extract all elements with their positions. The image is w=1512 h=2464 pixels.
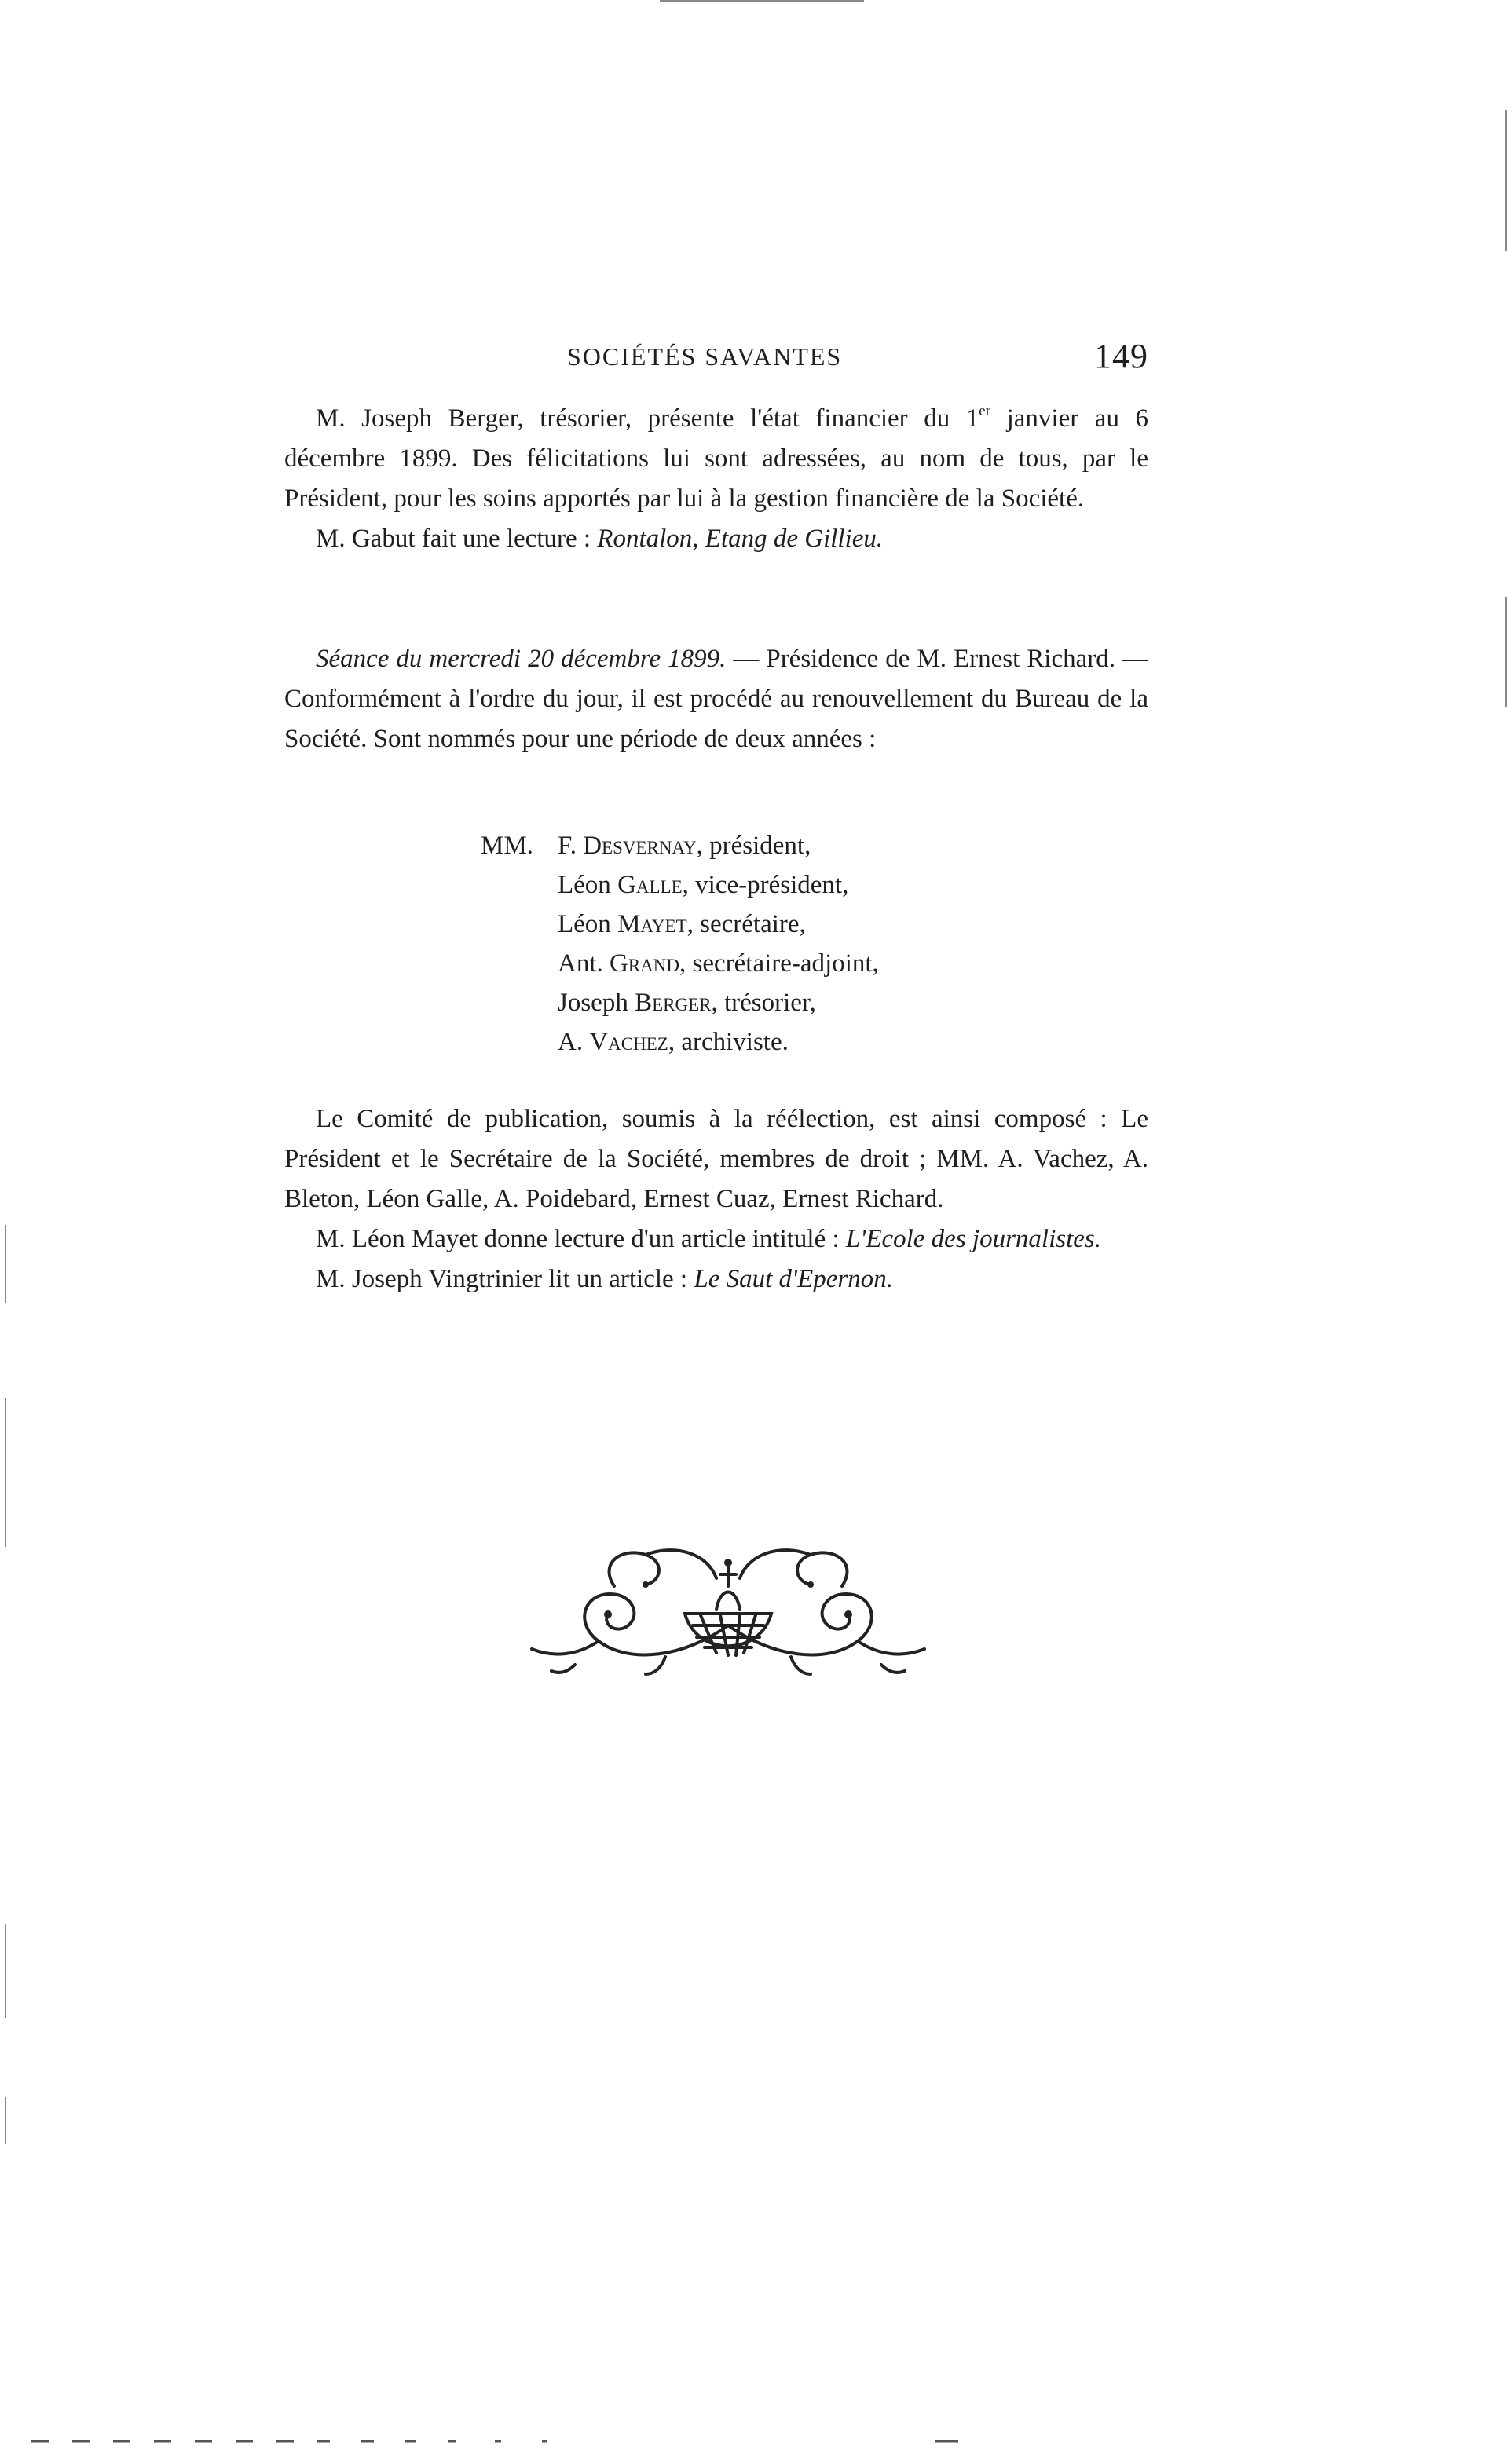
officer-first-name: Léon [558, 910, 618, 938]
officer-first-name: Léon [558, 871, 618, 899]
paragraph-session [284, 639, 1148, 759]
session-heading: Séance du mercredi 20 décembre 1899. [316, 645, 727, 673]
officer-first-name: A. [558, 1028, 590, 1056]
officer-role: , secrétaire-adjoint, [679, 949, 879, 978]
paragraph-mayet-reading [284, 1219, 1148, 1259]
officer-role: , président, [696, 832, 811, 860]
running-title: SOCIÉTÉS SAVANTES [567, 342, 843, 371]
scan-left-edge-mark [5, 1225, 6, 1303]
scan-left-edge-mark [5, 2097, 6, 2144]
minutes-block-3 [284, 1099, 1148, 1300]
officer-role: , secrétaire, [686, 910, 806, 938]
text-run: M. Gabut fait une lecture : [316, 525, 598, 553]
officer-last-name: Grand [610, 949, 680, 978]
scan-top-rule [660, 0, 864, 2]
officer-last-name: Desvernay [583, 832, 697, 860]
officer-last-name: Galle [617, 871, 683, 899]
officer-first-name: Ant. [558, 949, 610, 978]
work-title: Rontalon, Etang de Gillieu. [597, 525, 884, 553]
scan-right-edge-mark [1505, 597, 1507, 707]
scan-left-edge-mark [5, 1398, 6, 1547]
paragraph-publication-committee: Le Comité de publication, soumis à la réélection, est ainsi composé : Le Président et le Secrétaire de la Société, membres de droit ; MM. A. Vachez, A. Bleton, Léon Galle, A. Poidebard, Ernest Cuaz, Ernest Richard. [284, 1105, 1148, 1213]
work-title: Le Saut d'Epernon. [694, 1265, 893, 1293]
scan-left-edge-mark [5, 1924, 6, 2018]
text-run: M. Joseph Vingtrinier lit un article : [316, 1265, 694, 1293]
minutes-block-1 [284, 399, 1148, 559]
page-number: 149 [1094, 337, 1148, 375]
paragraph-vingtrinier-reading [284, 1259, 1148, 1300]
text-run: M. Joseph Berger, trésorier, présente l'état financier du 1 [316, 404, 979, 433]
minutes-block-2 [284, 639, 1148, 759]
officer-last-name: Vachez [589, 1028, 668, 1056]
ornament-vignette-icon [528, 1539, 928, 1680]
paragraph-treasurer-report [284, 399, 1148, 519]
paragraph-gabut-reading [284, 519, 1148, 559]
officer-first-name: F. [558, 832, 584, 860]
running-head [284, 336, 1148, 383]
scan-right-edge-mark [1505, 110, 1507, 251]
officer-first-name: Joseph [558, 989, 635, 1017]
officer-role: , trésorier, [711, 989, 816, 1017]
text-run: — Présidence de M. Ernest Richard. — Conformément à l'ordre du jour, il est procédé au renouvellement du Bureau de la Société. Sont nommés pour une période de deux années : [284, 645, 1148, 753]
superscript: er [979, 403, 991, 419]
list-prefix: MM. [481, 832, 533, 860]
officer-role: , archiviste. [668, 1028, 789, 1056]
text-run: M. Léon Mayet donne lecture d'un article intitulé : [316, 1225, 846, 1253]
text-run: janvier au 6 décembre 1899. Des félicitations lui sont adressées, au nom de tous, par le Président, pour les soins apportés par lui à la gestion financière de la Société. [284, 404, 1148, 513]
officer-role: , vice-président, [682, 871, 849, 899]
scan-bottom-dashes [31, 2439, 1210, 2444]
work-title: L'Ecole des journalistes. [845, 1225, 1102, 1253]
officer-last-name: Mayet [617, 910, 687, 938]
officer-last-name: Berger [635, 989, 712, 1017]
